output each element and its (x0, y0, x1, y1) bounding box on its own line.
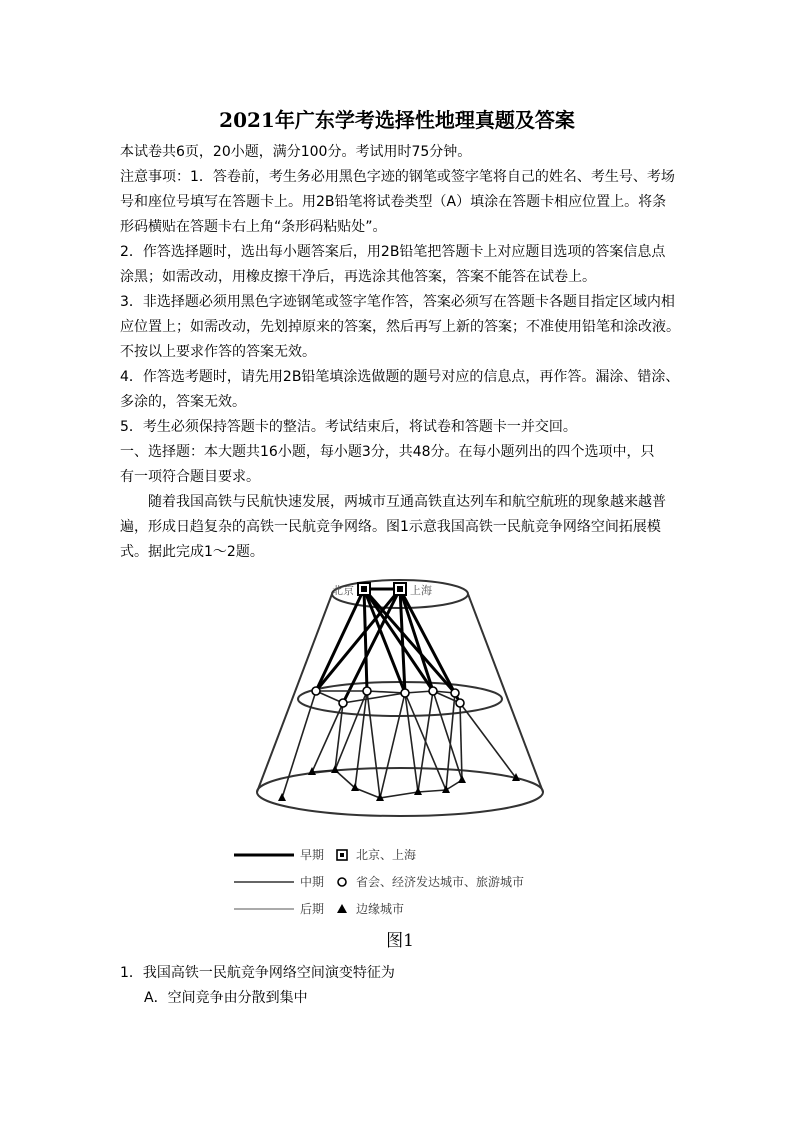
legend-early-stage: 早期 (300, 848, 325, 862)
network-figure (220, 572, 580, 954)
beijing-label: 北京 (332, 584, 354, 597)
legend-late-stage: 后期 (300, 902, 325, 916)
mid-links (282, 691, 516, 798)
notice-line-1: 注意事项：1．答卷前，考生务必用黑色字迹的钢笔或签字笔将自己的姓名、考生号、考场 (120, 169, 675, 185)
legend-late-desc: 边缘城市 (356, 902, 405, 916)
passage-line-2: 遍，形成日趋复杂的高铁一民航竞争网络。图1示意我国高铁一民航竞争网络空间拓展模 (120, 519, 661, 535)
page-title: 2021年广东学考选择性地理真题及答案 (219, 108, 575, 132)
section-heading-line-2: 有一项符合题目要求。 (120, 469, 260, 485)
figure-legend (234, 847, 524, 916)
legend-mid-stage: 中期 (300, 875, 325, 889)
notice-line-9: 4．作答选考题时，请先用2B铅笔填涂选做题的题号对应的信息点，再作答。漏涂、错涂、 (120, 369, 680, 385)
notice-line-10: 多涂的，答案无效。 (120, 394, 246, 410)
figure-caption: 图1 (386, 931, 414, 951)
passage-line-3: 式。据此完成1～2题。 (120, 544, 264, 560)
exam-info-line: 本试卷共6页，20小题，满分100分。考试用时75分钟。 (120, 144, 472, 160)
notice-line-4: 2．作答选择题时，选出每小题答案后，用2B铅笔把答题卡上对应题目选项的答案信息点 (120, 244, 666, 260)
notice-line-7: 应位置上；如需改动，先划掉原来的答案，然后再写上新的答案；不准使用铅笔和涂改液。 (120, 319, 680, 335)
shanghai-label: 上海 (410, 584, 432, 597)
section-heading-line-1: 一、选择题：本大题共16小题，每小题3分，共48分。在每小题列出的四个选项中，只 (120, 444, 655, 460)
notice-line-6: 3．非选择题必须用黑色字迹钢笔或签字笔作答，答案必须写在答题卡各题目指定区域内相 (120, 294, 675, 310)
legend-early-desc: 北京、上海 (356, 848, 417, 862)
notice-line-5: 涂黑；如需改动，用橡皮擦干净后，再选涂其他答案，答案不能答在试卷上。 (120, 269, 596, 285)
question-1-option-a: A．空间竞争由分散到集中 (144, 990, 308, 1006)
legend-mid-desc: 省会、经济发达城市、旅游城市 (356, 875, 525, 889)
passage-line-1: 随着我国高铁与民航快速发展，两城市互通高铁直达列车和航空航班的现象越来越普 (148, 494, 666, 510)
mid-nodes (312, 687, 464, 707)
notice-line-8: 不按以上要求作答的答案无效。 (120, 344, 316, 360)
question-1-stem: 1．我国高铁一民航竞争网络空间演变特征为 (120, 965, 395, 981)
notice-line-3: 形码横贴在答题卡右上角“条形码粘贴处”。 (120, 219, 387, 235)
notice-line-11: 5．考生必须保持答题卡的整洁。考试结束后，将试卷和答题卡一并交回。 (120, 419, 577, 435)
notice-line-2: 号和座位号填写在答题卡上。用2B铅笔将试卷类型（A）填涂在答题卡相应位置上。将条 (120, 194, 667, 210)
